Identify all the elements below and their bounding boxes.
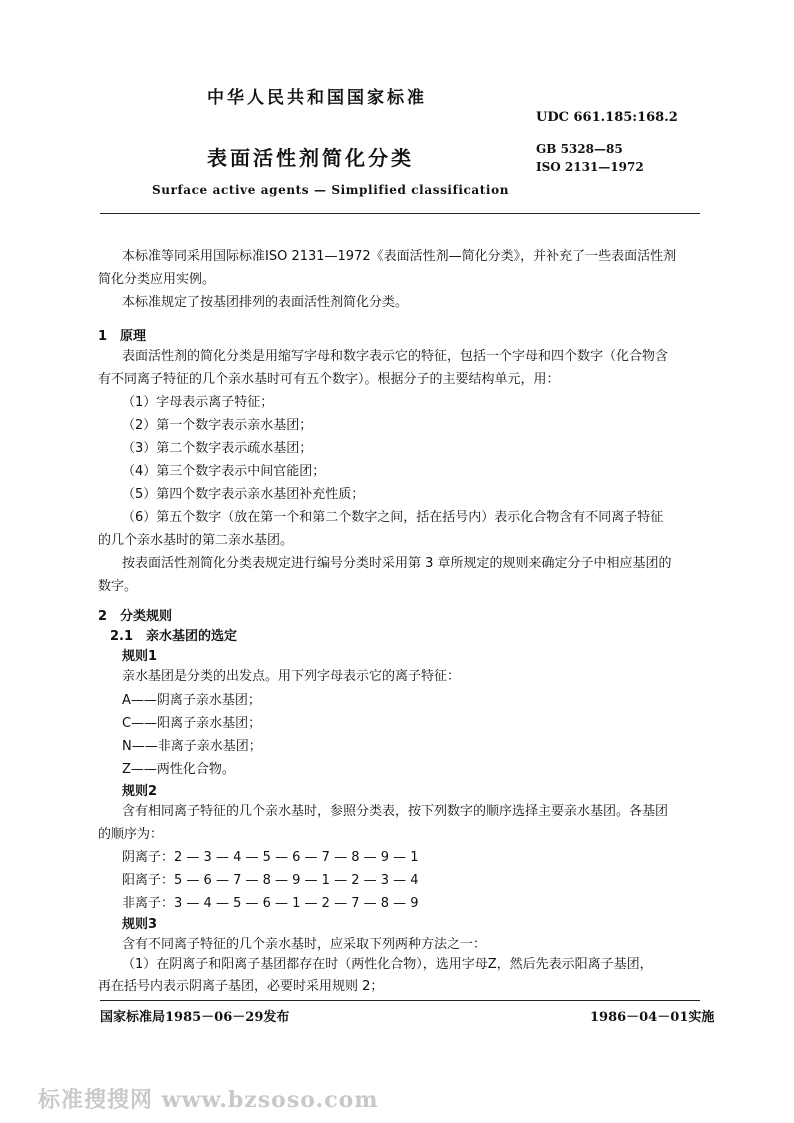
section-heading: 1 原理 (98, 329, 147, 344)
paragraph-line: 按表面活性剂简化分类表规定进行编号分类时采用第 3 章所规定的规则来确定分子中相应基团的 (122, 556, 672, 571)
paragraph-line: 有不同离子特征的几个亲水基时可有五个数字）。根据分子的主要结构单元，用： (98, 372, 560, 387)
standard-org: 中华人民共和国国家标准 (207, 88, 427, 108)
bottom-divider (100, 1000, 700, 1001)
list-item: N——非离子亲水基团； (122, 739, 262, 754)
paragraph-line: 表面活性剂的简化分类是用缩写字母和数字表示它的特征，包括一个字母和四个数字（化合物含 (122, 349, 669, 364)
rule-heading: 规则1 (122, 649, 158, 664)
intro-line: 本标准等同采用国际标准ISO 2131—1972《表面活性剂—简化分类》，并补充了一些表面活性剂 (122, 249, 677, 264)
udc-code: UDC 661.185:168.2 (536, 110, 678, 125)
list-item: （1）字母表示离子特征； (122, 395, 274, 410)
top-divider (100, 213, 700, 214)
paragraph-line: （1）在阴离子和阳离子基团都存在时（两性化合物），选用字母Z，然后先表示阳离子基团， (122, 957, 653, 972)
paragraph-line: 亲水基团是分类的出发点。用下列字母表示它的离子特征： (122, 669, 461, 684)
intro-line: 简化分类应用实例。 (98, 272, 216, 287)
paragraph-line: 含有不同离子特征的几个亲水基时，应采取下列两种方法之一： (122, 937, 487, 952)
issue-date: 国家标准局1985－06－29发布 (100, 1010, 290, 1025)
list-item: （3）第二个数字表示疏水基团； (122, 441, 313, 456)
list-item: Z——两性化合物。 (122, 762, 235, 777)
subsection-heading: 2.1 亲水基团的选定 (110, 629, 238, 644)
paragraph-line: 含有相同离子特征的几个亲水基时，参照分类表，按下列数字的顺序选择主要亲水基团。各基团 (122, 804, 669, 819)
list-item: （5）第四个数字表示亲水基团补充性质； (122, 487, 365, 502)
order-line: 非离子：3 — 4 — 5 — 6 — 1 — 2 — 7 — 8 — 9 (122, 896, 419, 911)
section-heading: 2 分类规则 (98, 609, 173, 624)
doc-title-en: Surface active agents — Simplified classification (152, 183, 510, 197)
rule-heading: 规则3 (122, 917, 158, 932)
list-item: C——阳离子亲水基团； (122, 716, 262, 731)
list-item: A——阴离子亲水基团； (122, 693, 261, 708)
doc-title: 表面活性剂简化分类 (207, 146, 414, 170)
paragraph-line: 再在括号内表示阴离子基团，必要时采用规则 2； (98, 979, 384, 994)
paragraph-line: 数字。 (98, 579, 138, 594)
list-item: 的几个亲水基时的第二亲水基团。 (98, 533, 294, 548)
intro-line: 本标准规定了按基团排列的表面活性剂简化分类。 (122, 295, 409, 310)
gb-code: GB 5328—85 (536, 142, 623, 156)
order-line: 阴离子：2 — 3 — 4 — 5 — 6 — 7 — 8 — 9 — 1 (122, 850, 419, 865)
order-line: 阳离子：5 — 6 — 7 — 8 — 9 — 1 — 2 — 3 — 4 (122, 873, 419, 888)
list-item: （6）第五个数字（放在第一个和第二个数字之间，括在括号内）表示化合物含有不同离子特征 (122, 510, 664, 525)
watermark: 标准搜搜网 www.bzsoso.com (38, 1087, 379, 1113)
list-item: （4）第三个数字表示中间官能团； (122, 464, 326, 479)
effective-date: 1986－04－01实施 (590, 1010, 715, 1025)
list-item: （2）第一个数字表示亲水基团； (122, 418, 313, 433)
iso-code: ISO 2131—1972 (536, 160, 644, 174)
paragraph-line: 的顺序为： (98, 827, 164, 842)
rule-heading: 规则2 (122, 784, 158, 799)
